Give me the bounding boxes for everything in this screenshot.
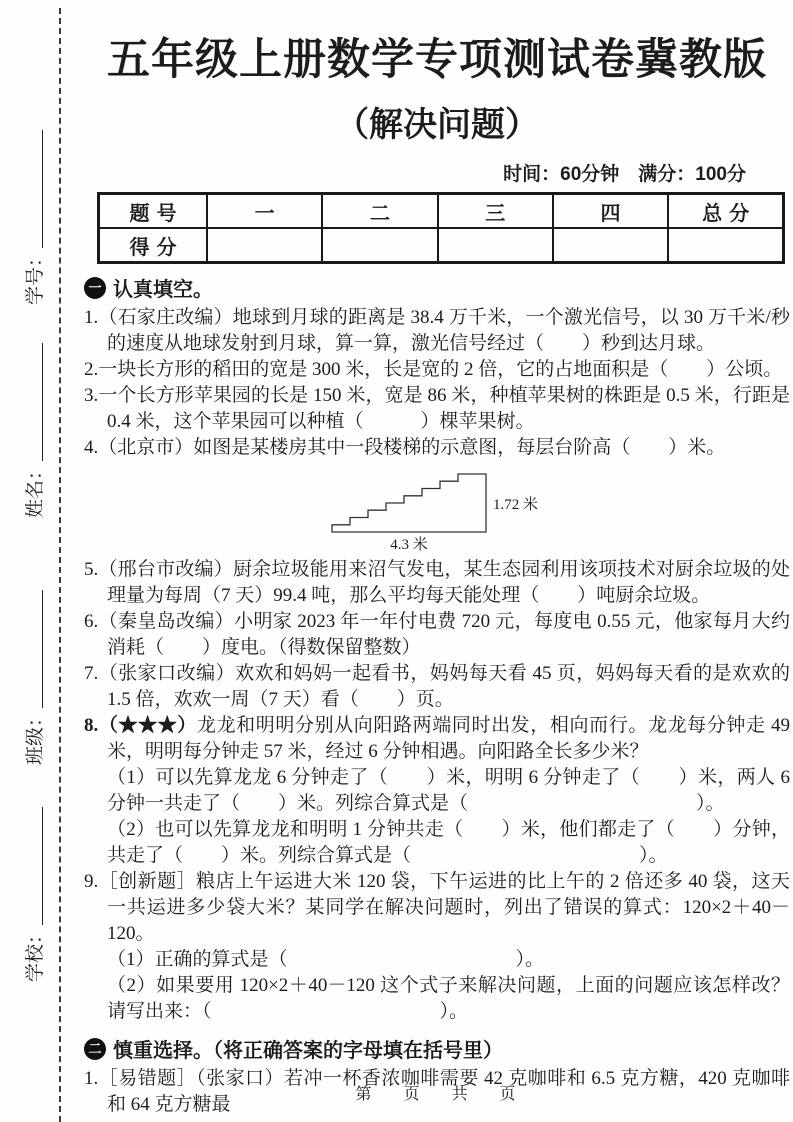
question-text: 龙龙和明明分别从向阳路两端同时出发，相向而行。龙龙每分钟走 49 米，明明每分钟走 57 米，经过 6 分钟相遇。向阳路全长多少米？ xyxy=(107,715,790,762)
score-table xyxy=(97,192,785,264)
school-blank-line xyxy=(23,807,43,925)
question-2 xyxy=(84,357,790,383)
page-subtitle: （解决问题） xyxy=(335,106,539,144)
score-table-header-cell: 三 xyxy=(438,194,553,229)
question-star-rating: （★★★） xyxy=(98,715,197,736)
score-cell xyxy=(322,228,437,263)
question-4 xyxy=(84,435,790,552)
sidebar-field-student-id xyxy=(20,95,46,305)
question-9 xyxy=(84,869,790,1025)
section-two-badge-icon: 二 xyxy=(84,1038,106,1060)
question-text: （邢台市改编）厨余垃圾能用来沼气发电，某生态园利用该项技术对厨余垃圾的处理量为每周（7 天）99.4 吨，那么平均每天能处理（ ）吨厨余垃圾。 xyxy=(98,559,790,606)
question-text: （北京市）如图是某楼房其中一段楼梯的示意图，每层台阶高（ ）米。 xyxy=(98,437,726,458)
question-number: 3. xyxy=(84,385,99,406)
class-blank-line xyxy=(23,590,43,708)
page-number-footer: 第 页 共 页 xyxy=(355,1086,524,1103)
section-1-title: 认真填空。 xyxy=(113,279,213,301)
section-1-header xyxy=(84,273,790,302)
question-text: ［创新题］粮店上午运进大米 120 袋，下午运进的比上午的 2 倍还多 40 袋，这天一共运进多少袋大米？某同学在解决问题时，列出了错误的算式：120×2＋40－120。 xyxy=(98,871,790,944)
main-content xyxy=(84,0,790,1118)
question-7 xyxy=(84,661,790,713)
section-one-badge-icon: 一 xyxy=(84,277,106,299)
exam-info: 时间：60分钟 满分：100分 xyxy=(503,164,746,185)
sidebar-field-name xyxy=(20,308,46,518)
score-table-score-row xyxy=(99,228,784,263)
question-text: 一个长方形苹果园的长是 150 米，宽是 86 米，种植苹果树的株距是 0.5 米，行距是 0.4 米，这个苹果园可以种植（ ）棵苹果树。 xyxy=(98,385,790,432)
question-text: （石家庄改编）地球到月球的距离是 38.4 万千米，一个激光信号，以 30 万千米/秒的速度从地球发射到月球，算一算，激光信号经过（ ）秒到达月球。 xyxy=(98,307,790,354)
score-table-header-cell: 题号 xyxy=(99,194,208,229)
question-8 xyxy=(84,713,790,869)
staircase-svg xyxy=(322,464,562,552)
stair-width-label: 4.3 米 xyxy=(390,537,428,552)
score-table-header-cell: 四 xyxy=(553,194,668,229)
page-title: 五年级上册数学专项测试卷冀教版 xyxy=(107,36,767,84)
student-id-blank-line xyxy=(23,130,43,248)
question-number: 8. xyxy=(84,715,99,736)
sidebar-field-school xyxy=(20,772,46,982)
question-number: 1. xyxy=(84,1068,99,1089)
staircase-diagram xyxy=(322,464,790,552)
question-number: 1. xyxy=(84,307,99,328)
name-blank-line xyxy=(23,343,43,461)
question-1 xyxy=(84,305,790,357)
question-9-part-1: （1）正确的算式是（ ）。 xyxy=(107,949,545,970)
student-id-label: 学号： xyxy=(25,247,46,305)
score-cell xyxy=(553,228,668,263)
seal-dashed-line xyxy=(59,8,61,1122)
score-table-header-cell: 二 xyxy=(322,194,437,229)
score-table-header-cell: 总分 xyxy=(668,194,783,229)
section-2-header xyxy=(84,1034,790,1063)
question-6 xyxy=(84,609,790,661)
question-8-part-1: （1）可以先算龙龙 6 分钟走了（ ）米，明明 6 分钟走了（ ）米，两人 6 分钟一共走了（ ）米。列综合算式是（ ）。 xyxy=(107,767,790,814)
score-table-header-row xyxy=(99,194,784,229)
score-cell xyxy=(207,228,322,263)
question-8-part-2: （2）也可以先算龙龙和明明 1 分钟共走（ ）米，他们都走了（ ）分钟，共走了（ ）米。列综合算式是（ ）。 xyxy=(107,819,790,866)
question-number: 9. xyxy=(84,871,99,892)
question-number: 5. xyxy=(84,559,99,580)
question-9-part-2: （2）如果要用 120×2＋40－120 这个式子来解决问题，上面的问题应该怎样改？请写出来：（ ）。 xyxy=(107,975,790,1022)
section-2-title: 慎重选择。（将正确答案的字母填在括号里） xyxy=(113,1040,503,1062)
stair-height-label: 1.72 米 xyxy=(493,497,539,513)
school-label: 学校： xyxy=(25,924,46,982)
name-label: 姓名： xyxy=(25,460,46,518)
question-text: （张家口改编）欢欢和妈妈一起看书，妈妈每天看 45 页，妈妈每天看的是欢欢的 1.5 倍，欢欢一周（7 天）看（ ）页。 xyxy=(98,663,790,710)
class-label: 班级： xyxy=(25,707,46,765)
score-cell xyxy=(438,228,553,263)
score-table-header-cell: 一 xyxy=(207,194,322,229)
question-number: 4. xyxy=(84,437,99,458)
question-3 xyxy=(84,383,790,435)
staircase-shape xyxy=(332,474,486,532)
sidebar-field-class xyxy=(20,555,46,765)
question-5 xyxy=(84,557,790,609)
question-text: ［易错题］（张家口）若冲一杯香浓咖啡需要 42 克咖啡和 6.5 克方糖，420 克咖啡和 64 克方糖最 xyxy=(98,1068,790,1115)
question-text: （秦皇岛改编）小明家 2023 年一年付电费 720 元，每度电 0.55 元，他家每月大约消耗（ ）度电。（得数保留整数） xyxy=(98,611,790,658)
question-number: 2. xyxy=(84,359,99,380)
score-cell xyxy=(668,228,783,263)
question-number: 7. xyxy=(84,663,99,684)
question-number: 6. xyxy=(84,611,99,632)
question-text: 一块长方形的稻田的宽是 300 米，长是宽的 2 倍，它的占地面积是（ ）公顷。 xyxy=(98,359,783,380)
score-row-label: 得分 xyxy=(99,228,208,263)
